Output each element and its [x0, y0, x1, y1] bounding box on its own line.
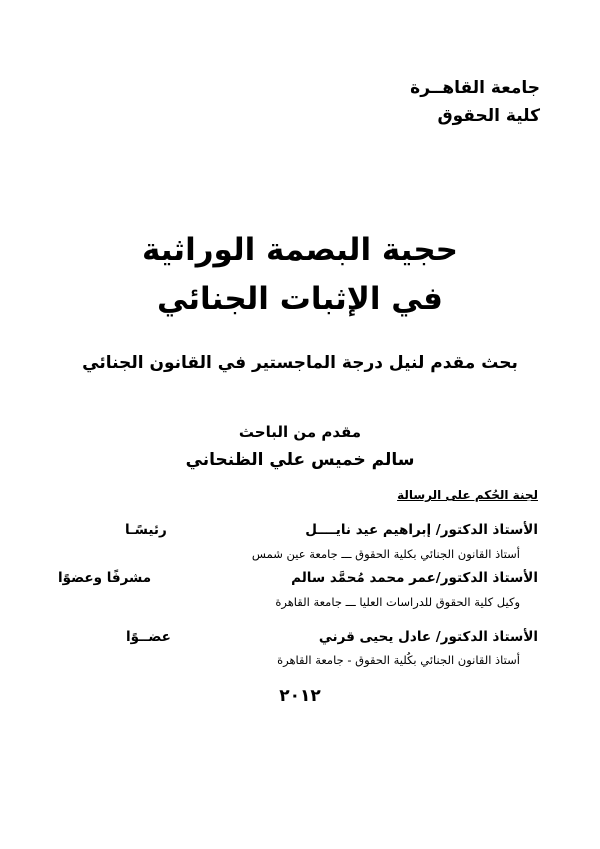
- committee-member-role: رئيسًـا: [125, 522, 167, 538]
- committee-member-description: وكيل كلية الحقوق للدراسات العليا ـــ جامعة القاهرة: [275, 595, 520, 609]
- committee-heading: لجنة الحُكم على الرسالة: [397, 488, 538, 502]
- thesis-subtitle: بحث مقدم لنيل درجة الماجستير في القانون الجنائي: [82, 353, 518, 373]
- committee-member-name: الأستاذ الدكتور/عمر محمد مُحمَّد سالم: [291, 570, 538, 586]
- committee-member-role: عضــوًا: [126, 629, 171, 645]
- committee-member-description: أستاذ القانون الجنائي بكلية الحقوق ـــ جامعة عين شمس: [251, 547, 520, 561]
- year: ٢٠١٢: [279, 686, 321, 706]
- faculty-name: كلية الحقوق: [437, 106, 540, 126]
- thesis-title-line-2: في الإثبات الجنائي: [157, 281, 443, 317]
- committee-member-name: الأستاذ الدكتور/ عادل يحيى قرني: [318, 629, 538, 645]
- researcher-name: سالم خميس علي الظنحاني: [185, 450, 415, 470]
- committee-member-role: مشرفًا وعضوًا: [58, 570, 152, 586]
- presented-by-label: مقدم من الباحث: [238, 423, 362, 441]
- committee-member-name: الأستاذ الدكتور/ إبراهيم عيد نايــــل: [305, 522, 538, 538]
- committee-member-description: أستاذ القانون الجنائي بكُلية الحقوق - جامعة القاهرة: [277, 653, 520, 667]
- university-name: جامعة القاهــرة: [410, 78, 540, 98]
- thesis-title-line-1: حجية البصمة الوراثية: [141, 232, 459, 268]
